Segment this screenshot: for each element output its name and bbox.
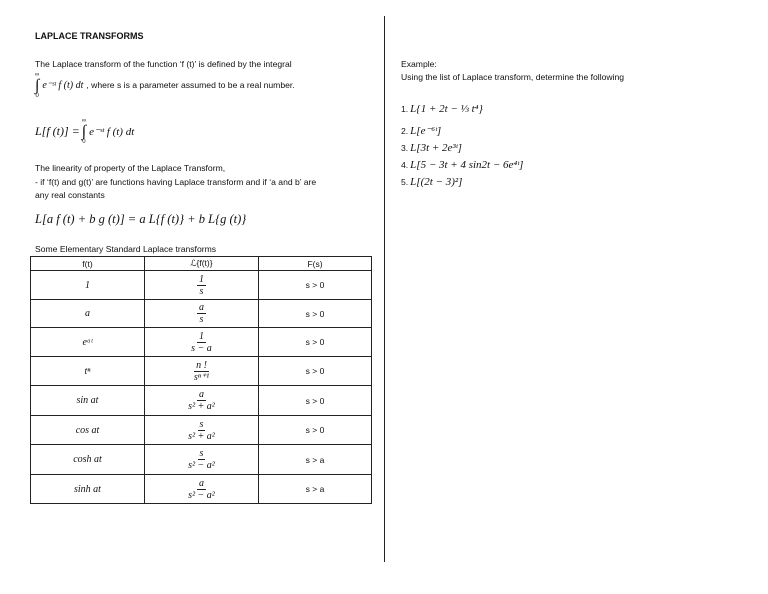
example-instruction: Using the list of Laplace transform, determine the following [401, 72, 625, 82]
example-item [401, 156, 523, 173]
cell-condition: s > 0 [259, 416, 372, 445]
example-expression: L[3t + 2e³ᵗ] [410, 141, 462, 154]
cell-ft: tⁿ [31, 357, 145, 386]
table-row [31, 416, 372, 445]
linearity-formula: L[a f (t) + b g (t)] = a L{f (t)} + b L{g (t)} [35, 212, 247, 226]
fraction [192, 360, 211, 383]
linearity-line-2: - if ‘f(t) and g(t)’ are functions having Laplace transform and if ‘a and b’ are [35, 177, 317, 187]
cell-ft: a [31, 300, 145, 328]
example-number: 1. [401, 104, 409, 114]
table-row [31, 271, 372, 300]
fraction-denominator: s² + a² [188, 430, 215, 442]
example-list [401, 96, 523, 190]
fraction-denominator: s² − a² [188, 460, 215, 471]
example-number: 2. [401, 125, 409, 136]
table-row [31, 300, 372, 328]
cell-ft: cosh at [31, 445, 145, 475]
fraction [197, 302, 206, 325]
fraction-numerator: a [199, 302, 204, 313]
example-number: 3. [401, 142, 409, 153]
linearity-line-1: The linearity of property of the Laplace Transform, [35, 163, 226, 173]
cell-ft: eᵃᵗ [31, 328, 145, 357]
example-item [401, 96, 523, 122]
laplace-table [30, 256, 372, 504]
fraction-numerator: a [198, 389, 204, 400]
cell-ft: sin at [31, 386, 145, 416]
table-row [31, 328, 372, 357]
example-item [401, 139, 523, 156]
integrand: e⁻ˢᵗ f (t) dt [42, 79, 84, 91]
integral-suffix: , where s is a parameter assumed to be a real number. [86, 80, 295, 90]
cell-transform [145, 300, 259, 328]
cell-condition: s > a [259, 445, 372, 475]
cell-condition: s > a [259, 475, 372, 504]
integral-definition-inline [35, 68, 295, 102]
fraction-numerator: 1 [198, 330, 204, 342]
cell-ft: sinh at [31, 475, 145, 504]
header-fs: F(s) [259, 257, 372, 271]
column-divider [384, 16, 385, 562]
example-expression: L[5 − 3t + 4 sin2t − 6e⁴ᵗ] [410, 158, 524, 171]
cell-condition: s > 0 [259, 328, 372, 357]
example-expression: L[(2t − 3)²] [410, 175, 463, 188]
cell-transform [145, 386, 259, 416]
table-row [31, 357, 372, 386]
fraction [186, 389, 217, 412]
fraction-denominator: sⁿ⁺¹ [193, 371, 210, 383]
cell-ft: 1 [31, 271, 145, 300]
fraction-numerator: s [199, 418, 204, 430]
intro-text: The Laplace transform of the function ‘f (t)’ is defined by the integral [35, 59, 292, 69]
fraction-denominator: s [199, 285, 204, 297]
cell-condition: s > 0 [259, 271, 372, 300]
cell-transform [145, 357, 259, 386]
fraction-denominator: s [199, 314, 204, 325]
cell-transform [145, 271, 259, 300]
fraction [189, 331, 214, 354]
fraction-denominator: s² + a² [188, 401, 215, 412]
fraction-denominator: s² − a² [188, 489, 215, 501]
cell-transform [145, 445, 259, 475]
cell-transform [145, 416, 259, 445]
table-row [31, 386, 372, 416]
integral-sign: ∞ ∫ 0 [81, 117, 87, 145]
definition-formula: L[f (t)] = ∞ ∫ 0 e⁻ˢᵗ f (t) dt [35, 117, 135, 145]
linearity-line-3: any real constants [35, 190, 105, 200]
fraction-numerator: n ! [196, 359, 207, 371]
header-lft: ℒ{f(t)} [145, 257, 259, 271]
example-item [401, 173, 523, 190]
fraction-numerator: 1 [199, 273, 204, 285]
fraction [186, 478, 217, 501]
example-label: Example: [401, 59, 437, 69]
fraction [186, 419, 217, 442]
example-expression: L[e⁻⁶ᵗ] [410, 125, 442, 137]
table-row [31, 445, 372, 475]
table-header-row [31, 257, 372, 271]
cell-transform [145, 328, 259, 357]
page-title: LAPLACE TRANSFORMS [35, 31, 144, 41]
example-number: 5. [401, 176, 409, 187]
fraction-denominator: s − a [191, 342, 212, 354]
fraction [186, 448, 217, 471]
cell-transform [145, 475, 259, 504]
cell-condition: s > 0 [259, 300, 372, 328]
integral-sign: ∞ ∫ 0 [35, 71, 40, 99]
cell-condition: s > 0 [259, 386, 372, 416]
example-number: 4. [401, 159, 409, 170]
fraction-numerator: a [198, 477, 204, 489]
cell-condition: s > 0 [259, 357, 372, 386]
example-item [401, 122, 523, 139]
fraction-numerator: s [199, 448, 204, 459]
cell-ft: cos at [31, 416, 145, 445]
example-expression: L{1 + 2t − ⅓ t⁴} [410, 103, 483, 115]
fraction [197, 274, 206, 297]
table-caption: Some Elementary Standard Laplace transforms [35, 244, 217, 254]
header-ft: f(t) [31, 257, 145, 271]
table-row [31, 475, 372, 504]
